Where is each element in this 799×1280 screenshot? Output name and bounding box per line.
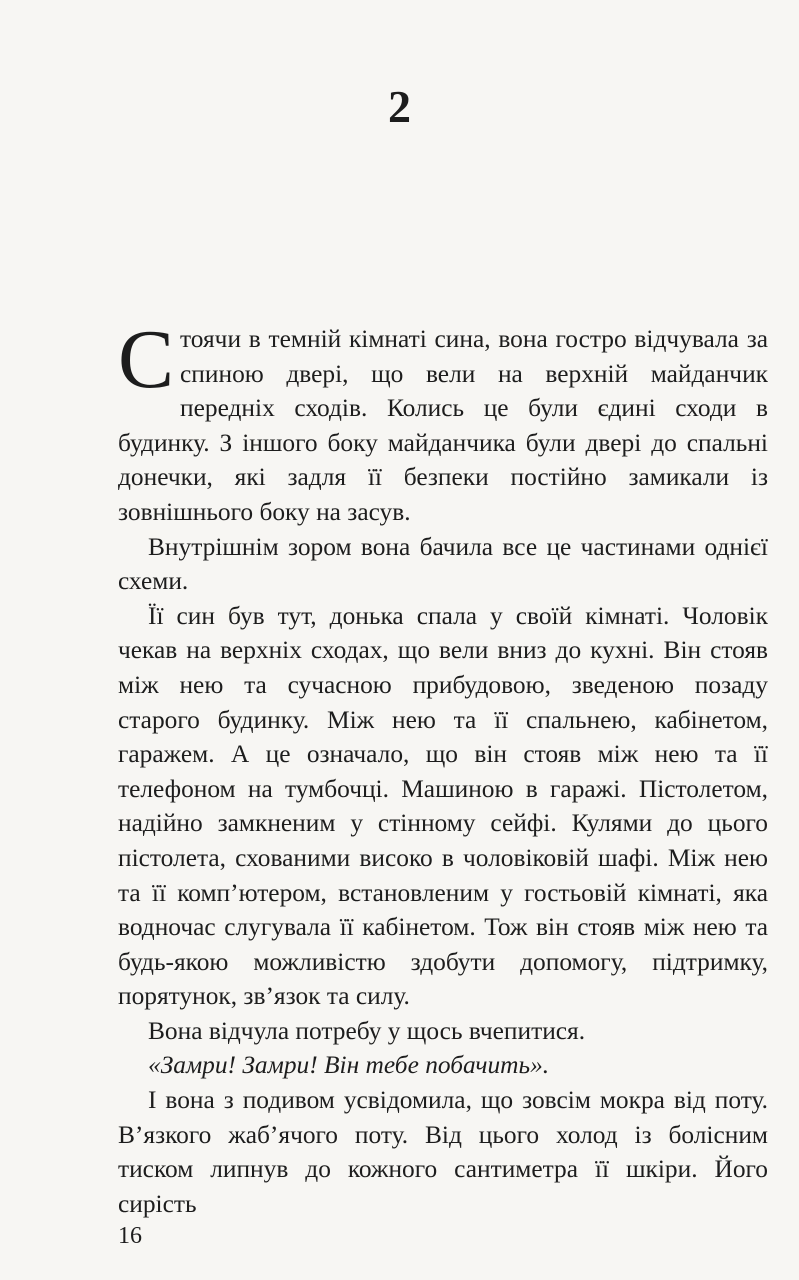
paragraph-2: Внутрішнім зором вона бачила все це частинами однієї схеми. (118, 532, 768, 596)
paragraph-1-text: тоячи в темній кімнаті сина, вона гостро відчувала за спиною двері, що вели на верхній майданчик передніх сходів. Колись це були єдині сходи в будинку. З іншого боку майданчика були двері до спальні донечки, які задля її безпеки постійно замикали із зовнішнього боку на засув. (118, 325, 768, 526)
paragraph-4: Вона відчула потребу у щось вчепитися. (148, 1016, 586, 1045)
paragraph-3: Її син був тут, донька спала у своїй кімнаті. Чоловік чекав на верхніх сходах, що вели вниз до кухні. Він стояв між нею та сучасною прибудовою, зведеною позаду старого будинку. Між нею та її спальнею, кабінетом, гаражем. А це означало, що він стояв між нею та її телефоном на тумбочці. Машиною в гаражі. Пістолетом, надійно замкненим у стінному сейфі. Кулями до цього пістолета, схованими високо в чоловіковій шафі. Між нею та її комп’ютером, встановленим у гостьовій кімнаті, яка водночас слугувала її кабінетом. Тож він стояв між нею та будь-якою можливістю здобути допомогу, підтримку, порятунок, зв’язок та силу. (118, 601, 768, 1011)
paragraph-1 (118, 313, 768, 530)
drop-cap: С (118, 313, 175, 406)
chapter-number: 2 (388, 81, 411, 132)
paragraph-6: І вона з подивом усвідомила, що зовсім мокра від поту. В’язкого жаб’ячого поту. Від цього холод із болісним тиском липнув до кожного сантиметра її шкіри. Його сирість (118, 1086, 768, 1218)
paragraph-5-inner-voice: «Замри! Замри! Він тебе побачить». (148, 1051, 550, 1080)
chapter-text (118, 313, 768, 1221)
page-number: 16 (118, 1223, 142, 1249)
